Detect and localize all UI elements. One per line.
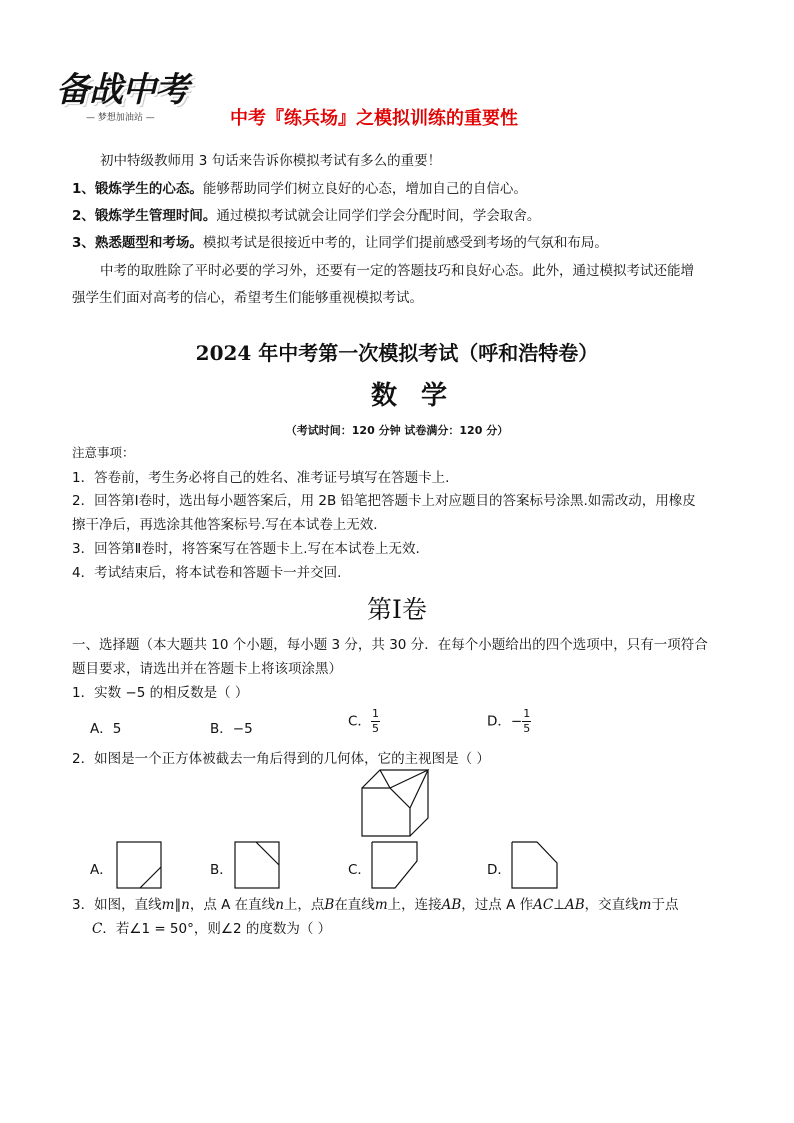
option-label: B． xyxy=(210,721,233,737)
intro-closing-1: 中考的取胜除了平时必要的学习外，还要有一定的答题技巧和良好心态。此外，通过模拟考试还能增 xyxy=(100,263,694,279)
fraction xyxy=(522,708,531,735)
cut-triangle xyxy=(390,770,428,808)
q3-var: AB xyxy=(441,897,462,913)
q3-line1 xyxy=(72,896,678,914)
point-number: 3、 xyxy=(72,235,95,251)
q3-var: C xyxy=(92,921,103,937)
point-text: 通过模拟考试就会让同学们学会分配时间，学会取舍。 xyxy=(216,208,541,224)
denominator: 5 xyxy=(523,722,531,735)
subject-title: 数学 xyxy=(370,381,471,411)
q2-option-c-label[interactable]: C． xyxy=(348,862,371,878)
option-sign: − xyxy=(510,713,523,730)
q1-stem: 1．实数 −5 的相反数是（ ） xyxy=(72,685,249,701)
headline: 中考『练兵场』之模拟训练的重要性 xyxy=(230,108,518,129)
q2-option-b-label[interactable]: B． xyxy=(210,862,233,878)
cut-cube-figure xyxy=(360,768,432,838)
option-value: 5 xyxy=(112,721,122,737)
q3-var: n xyxy=(275,897,284,913)
part1-line1: 一、选择题（本大题共 10 个小题，每小题 3 分，共 30 分．在每个小题给出的四个选项中，只有一项符合 xyxy=(72,637,708,653)
point-number: 1、 xyxy=(72,181,95,197)
q3-text: 3．如图，直线 xyxy=(72,897,162,913)
brand-logo xyxy=(56,62,214,130)
q3-text: ，交直线 xyxy=(584,897,639,913)
q1-option-d[interactable] xyxy=(487,708,531,735)
q3-var: AC xyxy=(533,897,554,913)
q3-text: ，点 A 在直线 xyxy=(189,897,276,913)
point-emphasis: 锻炼学生的心态。 xyxy=(94,181,203,197)
q3-text: 在直线 xyxy=(334,897,375,913)
q3-var: n xyxy=(181,897,190,913)
q3-var: m xyxy=(374,897,388,913)
q1-option-a[interactable] xyxy=(90,717,121,737)
q3-symbol: ∥ xyxy=(174,897,182,913)
q3-var: B xyxy=(324,897,335,913)
numerator: 1 xyxy=(523,707,531,720)
q3-var: AB xyxy=(564,897,585,913)
q2-option-d-label[interactable]: D． xyxy=(487,862,511,878)
denominator: 5 xyxy=(371,722,379,735)
logo-brand-text: 备战中考 xyxy=(56,70,188,110)
q1-option-b[interactable] xyxy=(210,717,253,737)
note-item: 3．回答第Ⅱ卷时，将答案写在答题卡上.写在本试卷上无效. xyxy=(72,541,420,557)
q3-line2 xyxy=(92,920,331,938)
note-item: 4．考试结束后，将本试卷和答题卡一并交回. xyxy=(72,565,342,581)
intro-point-2 xyxy=(72,207,540,225)
option-value: −5 xyxy=(232,721,253,737)
option-label: C． xyxy=(348,713,371,730)
fraction xyxy=(371,708,380,735)
point-text: 能够帮助同学们树立良好的心态，增加自己的自信心。 xyxy=(202,181,527,197)
q3-var: m xyxy=(638,897,652,913)
intro-lead: 初中特级教师用 3 句话来告诉你模拟考试有多么的重要！ xyxy=(100,153,442,169)
point-emphasis: 锻炼学生管理时间。 xyxy=(94,208,217,224)
q3-symbol: ⊥ xyxy=(553,897,565,913)
q3-text: ．若∠1 = 50°，则∠2 的度数为（ ） xyxy=(102,921,332,937)
q2-option-a-figure[interactable] xyxy=(116,841,162,889)
q3-var: m xyxy=(161,897,175,913)
intro-closing-2: 强学生们面对高考的信心，希望考生们能够重视模拟考试。 xyxy=(72,290,423,306)
cube-front-face xyxy=(362,788,410,836)
q2-option-c-figure[interactable] xyxy=(371,841,419,889)
option-label: D． xyxy=(487,713,511,730)
exam-meta: （考试时间：120 分钟 试卷满分：120 分） xyxy=(285,424,509,437)
point-text: 模拟考试是很接近中考的，让同学们提前感受到考场的气氛和布局。 xyxy=(202,235,608,251)
intro-point-1 xyxy=(72,180,527,198)
cube-outline-back xyxy=(362,770,428,836)
option-label: A． xyxy=(90,721,113,737)
q2-stem: 2．如图是一个正方体被截去一角后得到的几何体，它的主视图是（ ） xyxy=(72,751,490,767)
note-item: 1．答卷前，考生务必将自己的姓名、准考证号填写在答题卡上. xyxy=(72,470,450,486)
q2-option-a-label[interactable]: A． xyxy=(90,862,113,878)
point-emphasis: 熟悉题型和考场。 xyxy=(94,235,203,251)
section-title: 第Ⅰ卷 xyxy=(367,595,427,624)
numerator: 1 xyxy=(371,707,379,720)
q3-text: 上，点 xyxy=(283,897,325,913)
point-number: 2、 xyxy=(72,208,95,224)
intro-point-3 xyxy=(72,234,608,252)
note-item: 2．回答第Ⅰ卷时，选出每小题答案后，用 2B 铅笔把答题卡上对应题目的答案标号涂黑.如需改动，用橡皮 xyxy=(72,493,696,509)
note-item: 擦干净后，再选涂其他答案标号.写在本试卷上无效. xyxy=(72,517,378,533)
q2-option-d-figure[interactable] xyxy=(511,841,559,889)
q1-option-c[interactable] xyxy=(348,708,380,735)
q3-text: 上，连接 xyxy=(387,897,442,913)
part1-line2: 题目要求，请选出并在答题卡上将该项涂黑） xyxy=(72,661,342,677)
logo-tagline: — 梦想加油站 — xyxy=(86,113,155,123)
q3-text: ，过点 A 作 xyxy=(461,897,534,913)
notes-heading: 注意事项： xyxy=(72,445,135,460)
exam-title: 2024 年中考第一次模拟考试（呼和浩特卷） xyxy=(195,341,599,365)
q3-text: 于点 xyxy=(651,897,679,913)
q2-option-b-figure[interactable] xyxy=(234,841,280,889)
